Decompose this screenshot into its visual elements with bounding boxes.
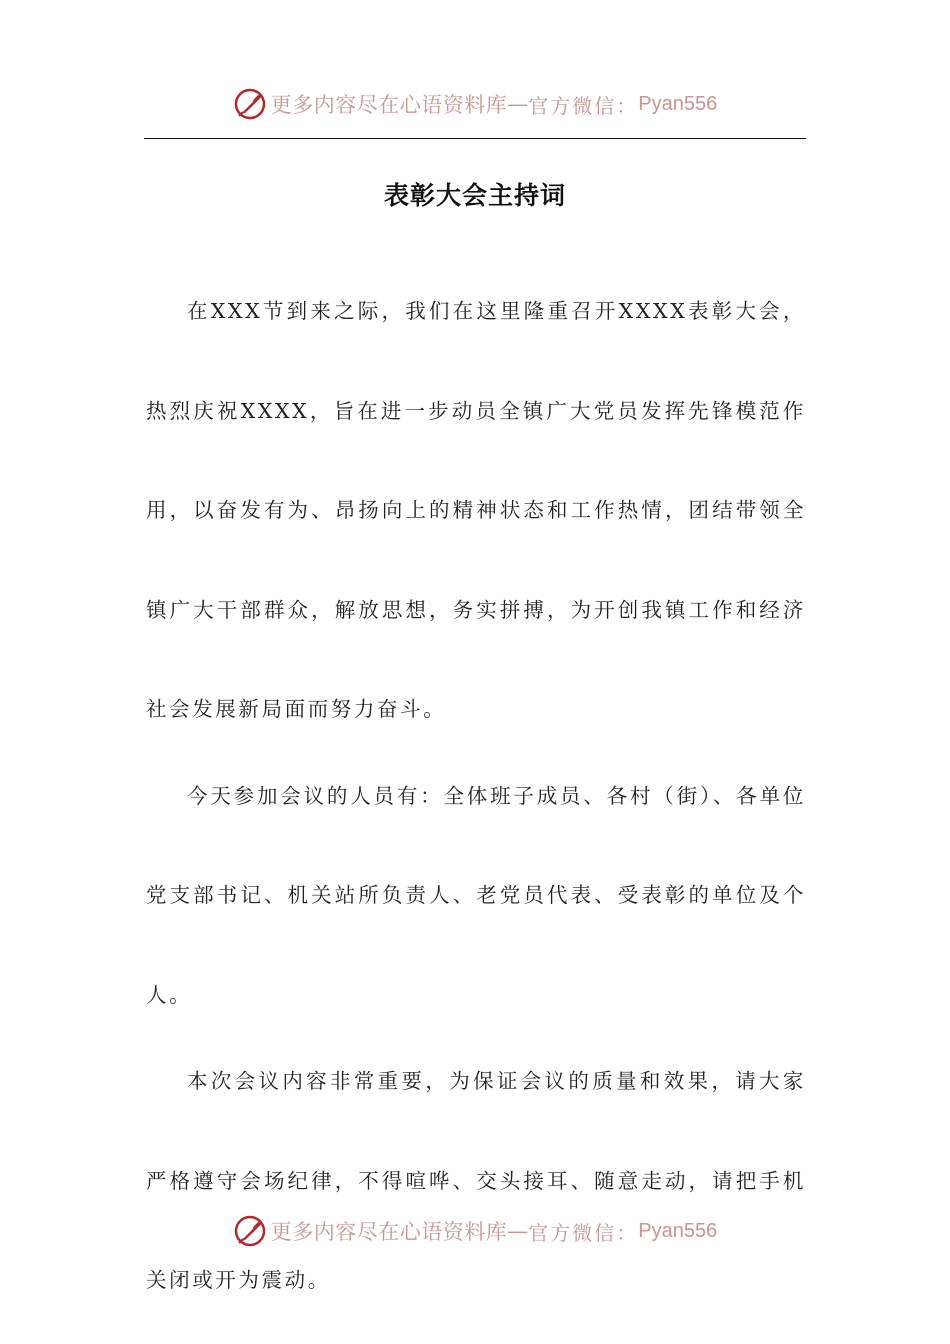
banner-slogan: 更多内容尽在心语资料库 (270, 93, 508, 117)
paragraph-1: 在XXX节到来之际，我们在这里隆重召开XXXX表彰大会，热烈庆祝XXXX，旨在进一步动员全镇广大党员发挥先锋模范作用，以奋发有为、昂扬向上的精神状态和工作热情，团结带领全镇广大干部群众，解放思想，务实拼搏，为开创我镇工作和经济社会发展新局面而努力奋斗。 (146, 299, 806, 721)
banner-wechat-id: Pyan556 (638, 92, 718, 115)
footer-slogan: 更多内容尽在心语资料库 (270, 1220, 508, 1244)
header-divider (144, 138, 806, 139)
banner-dash: — (507, 92, 529, 116)
header-banner (0, 84, 950, 124)
paragraph-3: 本次会议内容非常重要，为保证会议的质量和效果，请大家严格遵守会场纪律，不得喧哗、交头接耳、随意走动，请把手机关闭或开为震动。 (146, 1069, 806, 1292)
paragraph-2: 今天参加会议的人员有：全体班子成员、各村（街）、各单位党支部书记、机关站所负责人、老党员代表、受表彰的单位及个人。 (146, 783, 806, 1007)
quill-pen-logo-icon (233, 87, 267, 121)
banner-wechat-label: 官方微信： (528, 93, 639, 118)
document-body (146, 262, 806, 1331)
footer-wechat-label: 官方微信： (528, 1220, 639, 1245)
footer-dash: — (507, 1219, 529, 1243)
footer-banner (0, 1211, 950, 1251)
footer-wechat-id: Pyan556 (638, 1219, 718, 1242)
document-title: 表彰大会主持词 (383, 181, 566, 210)
quill-pen-logo-icon (233, 1214, 267, 1248)
